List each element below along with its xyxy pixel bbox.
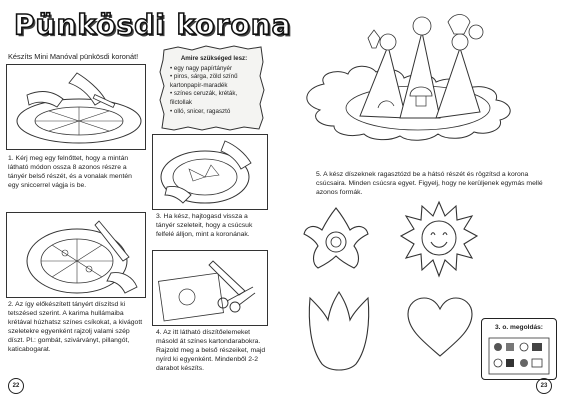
page-title: Pünkösdi korona — [14, 8, 292, 41]
supplies-box — [158, 44, 266, 132]
supplies-item: • egy nagy papírtányér — [170, 64, 233, 72]
supplies-item: • olló, snicer, ragasztó — [170, 107, 231, 115]
step-5-text: 5. A kész díszeknek ragasztózd be a hátsó részét és rögzítsd a korona csúcsaira. Minden csúcsra egyet. Figyelj, hogy ne kerüljenek egymás mellé azonos formák. — [316, 171, 543, 196]
solution-picture — [488, 337, 550, 375]
step-2-text: 2. Az így előkészített tányért díszítsd ki tetszésed szerint. A karima hullámaiba krétával húzhatsz színes csíkokat, a kivágott szeletekre egyenként rajzolj valami szép díszt. Pl.: gombát, szivárványt, pillangót, katicabogarat. — [8, 301, 143, 353]
solution-label: 3. o. megoldás: — [495, 324, 543, 331]
supplies-item: • színes ceruzák, kréták, filctollak — [170, 90, 238, 106]
intro-text: Készíts Mini Manóval pünkösdi koronát! — [8, 52, 139, 61]
step1-illustration — [6, 64, 146, 150]
page-number-left: 22 — [8, 378, 24, 394]
step-4-text: 4. Az itt látható díszítőelemeket másold át színes kartondarabokra. Rajzold meg a belső részeiket, majd nyírd ki egyenként. Mindenből 2-2 darabot készíts. — [156, 329, 266, 372]
step2-illustration — [6, 212, 146, 298]
solution-box — [481, 318, 557, 380]
step-3-text: 3. Ha kész, hajtogasd vissza a tányér szeleteit, hogy a csúcsuk felfelé álljon, mint a koronának. — [156, 213, 253, 238]
step3-illustration — [152, 134, 268, 210]
step-1-text: 1. Kérj meg egy felnőttet, hogy a mintán látható módon ossza 8 azonos részre a tányér belső részét, és a vonalak mentén egy sniccerrel vágja is be. — [8, 155, 132, 189]
supplies-heading: Amire szükséged lesz: — [180, 55, 248, 62]
heart-template — [404, 294, 476, 360]
page-number-right: 23 — [536, 378, 552, 394]
crown-illustration — [290, 8, 558, 144]
tulip-template — [304, 290, 374, 374]
sun-template — [400, 200, 478, 278]
step4-illustration — [152, 250, 268, 326]
flower-template — [300, 204, 372, 276]
supplies-item: • piros, sárga, zöld színű kartonpapír-maradék — [170, 73, 238, 89]
